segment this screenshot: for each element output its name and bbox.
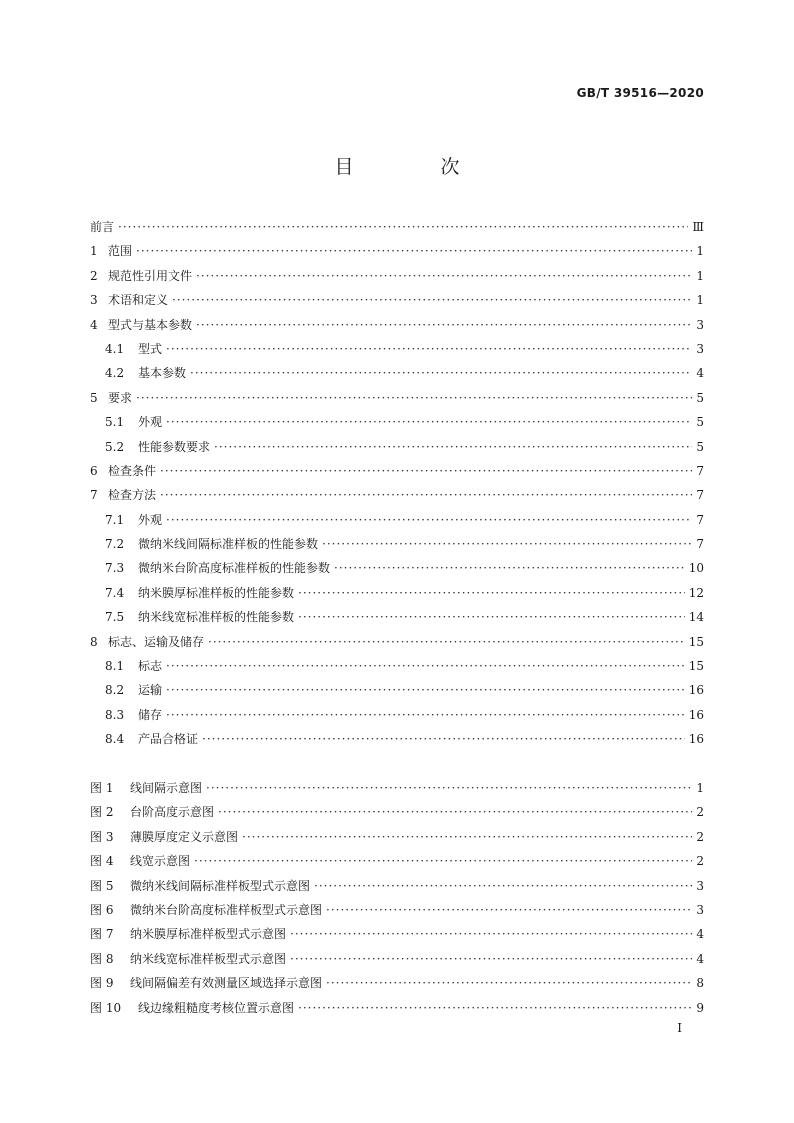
entry-number: 4.2: [105, 366, 125, 381]
entry-title: 标志: [138, 659, 163, 674]
dot-leader: [242, 825, 692, 849]
entry-title: 基本参数: [138, 366, 187, 381]
entry-page: 2: [696, 829, 704, 844]
toc-entry[interactable]: [90, 630, 704, 654]
toc-entry[interactable]: [90, 849, 704, 873]
dot-leader: [202, 727, 685, 751]
dot-leader: [196, 313, 692, 337]
dot-leader: [136, 386, 692, 410]
entry-title: 线间隔偏差有效测量区域选择示意图: [130, 976, 323, 991]
entry-page: 16: [688, 683, 704, 698]
entry-page: 7: [696, 463, 704, 478]
entry-title: 外观: [138, 512, 163, 527]
entry-number: 7: [90, 488, 98, 503]
dot-leader: [298, 581, 685, 605]
entry-page: 7: [696, 488, 704, 503]
entry-number: 图 6: [90, 902, 114, 917]
entry-number: 8.3: [105, 707, 125, 722]
entry-page: 14: [688, 610, 704, 625]
toc-entry[interactable]: [90, 264, 704, 288]
entry-page: 8: [696, 976, 704, 991]
toc-entry[interactable]: [90, 361, 704, 385]
entry-title: 前言: [90, 220, 115, 234]
toc-entry[interactable]: [90, 410, 704, 434]
dot-leader: [166, 654, 685, 678]
toc-entry[interactable]: [90, 776, 704, 800]
toc-entry[interactable]: [90, 386, 704, 410]
dot-leader: [166, 678, 685, 702]
toc-entry[interactable]: [90, 874, 704, 898]
entry-page: 12: [688, 585, 704, 600]
entry-number: 5: [90, 390, 98, 405]
toc-entry[interactable]: [90, 703, 704, 727]
entry-title: 性能参数要求: [138, 439, 211, 454]
entry-number: 8.1: [105, 659, 125, 674]
entry-title: 范围: [108, 244, 133, 259]
entry-title: 型式: [138, 341, 163, 356]
entry-title: 术语和定义: [108, 293, 169, 308]
dot-leader: [290, 947, 692, 971]
entry-number: 7.4: [105, 585, 125, 600]
entry-title: 运输: [138, 683, 163, 698]
entry-page: 1: [696, 293, 704, 308]
entry-title: 纳米线宽标准样板的性能参数: [138, 610, 295, 625]
dot-leader: [314, 874, 692, 898]
entry-number: 图 8: [90, 951, 114, 966]
entry-page: 2: [696, 805, 704, 820]
toc-entry[interactable]: [90, 678, 704, 702]
entry-page: 4: [696, 951, 704, 966]
dot-leader: [194, 849, 692, 873]
entry-title: 要求: [108, 390, 133, 405]
entry-title: 线间隔示意图: [130, 781, 203, 795]
toc-entry[interactable]: [90, 922, 704, 946]
entry-page: 4: [696, 366, 704, 381]
dot-leader: [118, 215, 688, 239]
entry-number: 3: [90, 293, 98, 308]
entry-title: 线边缘粗糙度考核位置示意图: [138, 1000, 295, 1015]
entry-page: 9: [696, 1000, 704, 1015]
toc-entry[interactable]: [90, 898, 704, 922]
entry-page: 5: [696, 390, 704, 405]
toc-entry[interactable]: [90, 800, 704, 824]
list-of-figures: [90, 776, 704, 1020]
dot-leader: [206, 776, 692, 800]
entry-title: 纳米线宽标准样板型式示意图: [130, 951, 287, 966]
entry-number: 7.3: [105, 561, 125, 576]
entry-number: 7.1: [105, 512, 125, 527]
dot-leader: [136, 239, 692, 263]
entry-page: 3: [696, 902, 704, 917]
dot-leader: [166, 410, 692, 434]
entry-number: 7.5: [105, 610, 125, 625]
dot-leader: [190, 361, 692, 385]
entry-title: 检查方法: [108, 488, 157, 503]
entry-title: 型式与基本参数: [108, 317, 193, 332]
entry-page: 5: [696, 415, 704, 430]
toc-entry[interactable]: [90, 239, 704, 263]
dot-leader: [196, 264, 692, 288]
entry-title: 标志、运输及储存: [108, 634, 205, 649]
entry-page: 15: [688, 634, 704, 649]
dot-leader: [218, 800, 692, 824]
entry-title: 纳米膜厚标准样板型式示意图: [130, 927, 287, 942]
entry-number: 8: [90, 634, 98, 649]
dot-leader: [166, 337, 692, 361]
entry-title: 外观: [138, 415, 163, 430]
entry-title: 台阶高度示意图: [130, 805, 215, 820]
entry-title: 储存: [138, 707, 163, 722]
dot-leader: [322, 532, 692, 556]
entry-number: 8.2: [105, 683, 125, 698]
entry-page: 16: [688, 732, 704, 747]
entry-page: 1: [696, 268, 704, 283]
entry-title: 规范性引用文件: [108, 268, 193, 283]
entry-number: 5.2: [105, 439, 125, 454]
dot-leader: [160, 483, 692, 507]
dot-leader: [326, 971, 692, 995]
dot-leader: [298, 996, 692, 1020]
dot-leader: [166, 508, 692, 532]
toc-entry[interactable]: [90, 483, 704, 507]
entry-number: 2: [90, 268, 98, 283]
entry-title: 检查条件: [108, 463, 157, 478]
dot-leader: [214, 435, 692, 459]
toc-entry[interactable]: [90, 556, 704, 580]
toc-entry[interactable]: [90, 532, 704, 556]
dot-leader: [172, 288, 692, 312]
entry-page: 7: [696, 512, 704, 527]
toc-entry[interactable]: [90, 825, 704, 849]
entry-page: 1: [696, 244, 704, 259]
entry-title: 微纳米台阶高度标准样板的性能参数: [138, 561, 331, 576]
toc-entry[interactable]: [90, 508, 704, 532]
entry-page: 7: [696, 537, 704, 552]
entry-page: 3: [696, 341, 704, 356]
entry-number: 图 5: [90, 878, 114, 893]
standard-code: GB/T 39516—2020: [576, 86, 704, 100]
toc-entry[interactable]: [90, 947, 704, 971]
entry-title: 线宽示意图: [130, 854, 191, 869]
toc-entry[interactable]: [90, 215, 704, 239]
toc-entry[interactable]: [90, 654, 704, 678]
entry-number: 8.4: [105, 732, 125, 747]
entry-number: 图 4: [90, 854, 114, 869]
entry-number: 4.1: [105, 341, 125, 356]
dot-leader: [334, 556, 685, 580]
toc-entry[interactable]: [90, 996, 704, 1020]
entry-page: 4: [696, 927, 704, 942]
page-title: 目 次: [334, 156, 494, 178]
entry-number: 5.1: [105, 415, 125, 430]
entry-title: 微纳米线间隔标准样板型式示意图: [130, 878, 311, 893]
page-number: I: [677, 1021, 682, 1035]
entry-page: 2: [696, 854, 704, 869]
entry-number: 6: [90, 463, 98, 478]
entry-number: 图 7: [90, 927, 114, 942]
toc-entry[interactable]: [90, 313, 704, 337]
entry-number: 图 10: [90, 1000, 122, 1015]
toc-entry[interactable]: [90, 459, 704, 483]
entry-page: 3: [696, 878, 704, 893]
dot-leader: [208, 630, 685, 654]
entry-title: 产品合格证: [138, 732, 199, 747]
entry-title: 微纳米台阶高度标准样板型式示意图: [130, 902, 323, 917]
entry-page: 16: [688, 707, 704, 722]
entry-number: 图 2: [90, 805, 114, 820]
entry-title: 微纳米线间隔标准样板的性能参数: [138, 537, 319, 552]
dot-leader: [160, 459, 692, 483]
entry-number: 4: [90, 317, 98, 332]
dot-leader: [166, 703, 685, 727]
entry-number: 图 3: [90, 829, 114, 844]
toc-entry[interactable]: [90, 605, 704, 629]
entry-page: 1: [696, 781, 704, 795]
entry-page: 3: [696, 317, 704, 332]
dot-leader: [326, 898, 692, 922]
table-of-contents: [90, 215, 704, 752]
entry-number: 图 1: [90, 781, 114, 795]
entry-number: 7.2: [105, 537, 125, 552]
toc-entry[interactable]: [90, 971, 704, 995]
toc-entry[interactable]: [90, 288, 704, 312]
toc-entry[interactable]: [90, 337, 704, 361]
entry-page: Ⅲ: [692, 220, 704, 234]
toc-entry[interactable]: [90, 727, 704, 751]
toc-entry[interactable]: [90, 435, 704, 459]
dot-leader: [298, 605, 685, 629]
entry-title: 纳米膜厚标准样板的性能参数: [138, 585, 295, 600]
entry-page: 10: [688, 561, 704, 576]
entry-page: 5: [696, 439, 704, 454]
toc-entry[interactable]: [90, 581, 704, 605]
dot-leader: [290, 922, 692, 946]
entry-number: 1: [90, 244, 98, 259]
entry-page: 15: [688, 659, 704, 674]
entry-number: 图 9: [90, 976, 114, 991]
entry-title: 薄膜厚度定义示意图: [130, 829, 239, 844]
